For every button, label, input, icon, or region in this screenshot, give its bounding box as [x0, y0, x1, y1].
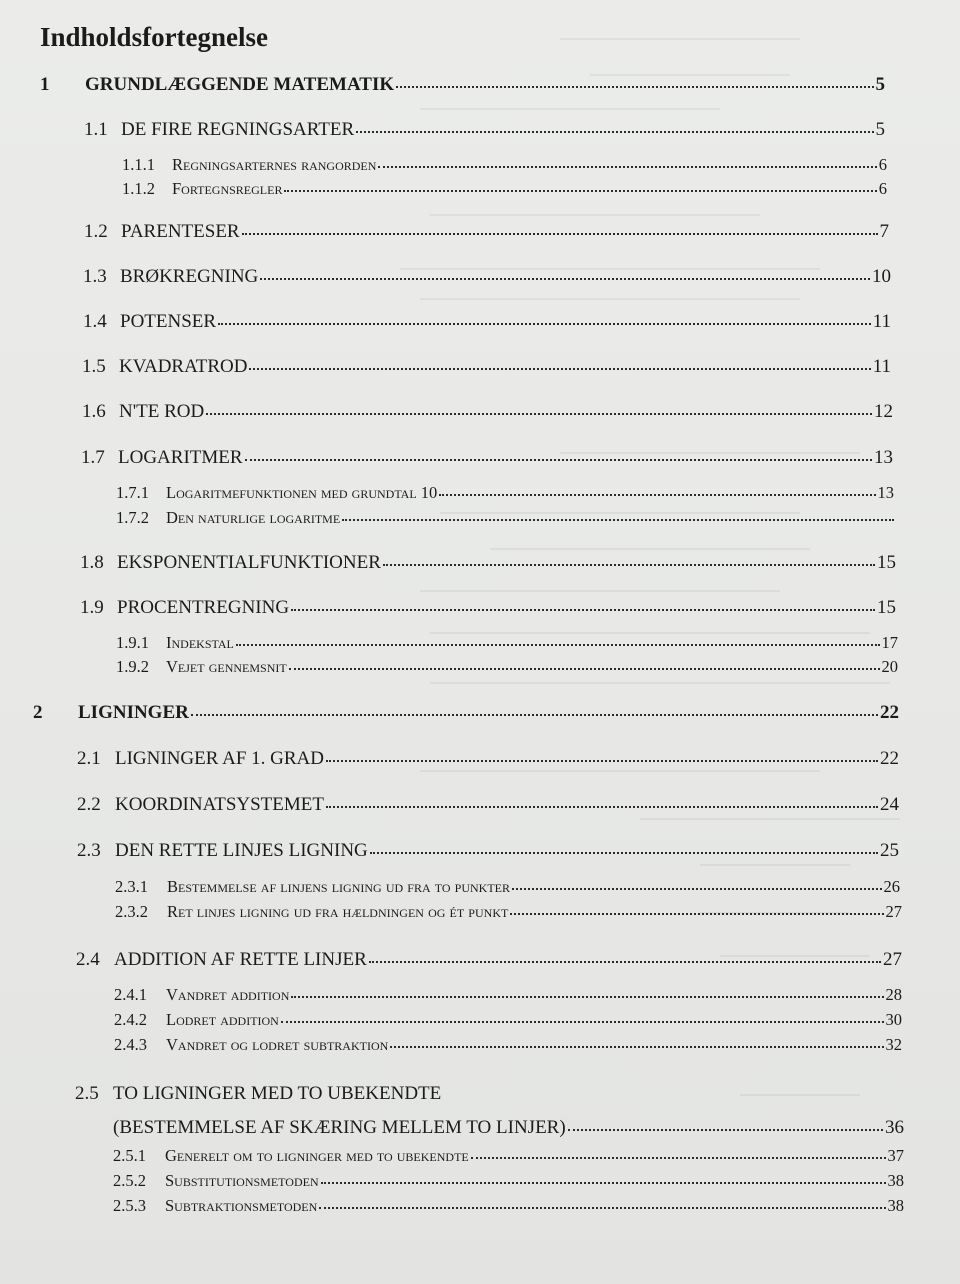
entry-page: 15	[877, 552, 896, 573]
entry-number: 2.4.3	[114, 1035, 147, 1054]
toc-entry-subsection[interactable]	[122, 179, 887, 199]
entry-title: LIGNINGER	[78, 702, 189, 723]
entry-title: Vandret og lodret subtraktion	[166, 1035, 389, 1054]
entry-page: 27	[883, 949, 902, 970]
dot-leader	[568, 1128, 883, 1131]
entry-page: 5	[875, 119, 885, 140]
entry-page: 11	[872, 356, 891, 377]
dot-leader	[281, 1020, 884, 1023]
entry-number: 1.9	[80, 597, 104, 618]
dot-leader	[369, 960, 881, 963]
dot-leader	[370, 851, 878, 854]
toc-entry-section[interactable]	[84, 119, 885, 141]
toc-entry-chapter-1[interactable]	[40, 74, 885, 96]
entry-title: ADDITION AF RETTE LINJER	[114, 949, 367, 970]
entry-page: 15	[877, 597, 896, 618]
entry-title: Ret linjes ligning ud fra hældningen og ét punkt	[167, 902, 509, 921]
toc-entry-section[interactable]	[84, 221, 889, 243]
entry-title: Substitutionsmetoden	[165, 1171, 319, 1190]
entry-page: 7	[879, 221, 889, 242]
entry-number: 1.4	[83, 311, 107, 332]
entry-number: 1.2	[84, 221, 108, 242]
entry-title: KVADRATROD	[119, 356, 248, 377]
toc-entry-subsection[interactable]	[113, 1146, 904, 1166]
toc-entry-section[interactable]	[81, 447, 893, 469]
toc-entry-subsection[interactable]	[115, 877, 900, 897]
entry-title: KOORDINATSYSTEMET	[115, 794, 324, 815]
entry-number: 1.7.1	[116, 483, 149, 502]
toc-entry-section[interactable]	[82, 356, 891, 378]
dot-leader	[191, 713, 878, 716]
entry-number: 2	[33, 702, 43, 723]
entry-number: 1.9.1	[116, 633, 149, 652]
toc-entry-subsection[interactable]	[114, 1010, 902, 1030]
entry-number: 1	[40, 74, 50, 95]
entry-number: 2.4.1	[114, 985, 147, 1004]
entry-title: PROCENTREGNING	[117, 597, 290, 618]
entry-title: BRØKREGNING	[120, 266, 259, 287]
toc-entry-section[interactable]	[83, 311, 891, 333]
toc-entry-section[interactable]	[82, 401, 893, 423]
toc-entry-subsection[interactable]	[114, 1035, 902, 1055]
entry-title: Logaritmefunktionen med grundtal 10	[166, 483, 438, 502]
toc-entry-subsection[interactable]	[122, 155, 887, 175]
toc-entry-subsection[interactable]	[113, 1196, 904, 1216]
dot-leader	[291, 608, 875, 611]
dot-leader	[510, 912, 883, 915]
entry-title: Den naturlige logaritme	[166, 508, 341, 527]
dot-leader	[383, 563, 875, 566]
toc-entry-subsection[interactable]	[116, 657, 898, 677]
entry-number: 2.2	[77, 794, 101, 815]
entry-page: 24	[880, 794, 899, 815]
entry-number: 1.7.2	[116, 508, 149, 527]
entry-number: 2.4	[76, 949, 100, 970]
entry-page: 6	[878, 179, 887, 198]
entry-number: 1.5	[82, 356, 106, 377]
entry-title: Lodret addition	[166, 1010, 279, 1029]
entry-page: 22	[880, 748, 899, 769]
dot-leader	[512, 887, 882, 890]
dot-leader	[242, 232, 878, 235]
entry-number: 2.3	[77, 840, 101, 861]
toc-entry-chapter-2[interactable]	[33, 702, 899, 724]
toc-title: Indholdsfortegnelse	[40, 22, 269, 52]
entry-page: 13	[877, 483, 894, 502]
toc-entry-subsection[interactable]	[116, 633, 898, 653]
dot-leader	[396, 85, 873, 88]
dot-leader	[356, 130, 873, 133]
entry-number: 2.3.2	[115, 902, 148, 921]
entry-title: TO LIGNINGER MED TO UBEKENDTE	[113, 1083, 442, 1104]
entry-page: 25	[880, 840, 899, 861]
entry-number: 2.5	[75, 1083, 99, 1104]
toc-entry-section[interactable]	[76, 949, 902, 971]
dot-leader	[326, 759, 878, 762]
entry-page: 38	[887, 1196, 904, 1215]
entry-title: (BESTEMMELSE AF SKÆRING MELLEM TO LINJER)	[113, 1117, 566, 1138]
toc-entry-section[interactable]	[75, 1083, 441, 1105]
dot-leader	[390, 1045, 883, 1048]
dot-leader	[236, 643, 880, 646]
entry-number: 1.1	[84, 119, 108, 140]
toc-entry-section[interactable]	[80, 552, 896, 574]
entry-number: 2.4.2	[114, 1010, 147, 1029]
entry-page: 36	[885, 1117, 904, 1138]
entry-number: 1.3	[83, 266, 107, 287]
entry-title: Vejet gennemsnit	[166, 657, 287, 676]
entry-title: DE FIRE REGNINGSARTER	[121, 119, 355, 140]
toc-entry-subsection[interactable]	[113, 1171, 904, 1191]
entry-title: Subtraktionsmetoden	[165, 1196, 318, 1215]
dot-leader	[319, 1206, 885, 1209]
toc-entry-subsection[interactable]	[114, 985, 902, 1005]
entry-title: N'TE ROD	[119, 401, 205, 422]
entry-number: 1.7	[81, 447, 105, 468]
entry-page: 37	[887, 1146, 904, 1165]
toc-entry-section[interactable]	[77, 794, 899, 816]
entry-number: 1.6	[82, 401, 106, 422]
entry-page: 11	[872, 311, 891, 332]
dot-leader	[249, 367, 870, 370]
toc-entry-subsection[interactable]	[116, 508, 896, 528]
entry-page: 5	[875, 74, 885, 95]
entry-number: 2.5.1	[113, 1146, 146, 1165]
entry-page: 12	[874, 401, 893, 422]
entry-number: 1.1.1	[122, 155, 155, 174]
dot-leader	[289, 667, 880, 670]
entry-title: Indekstal	[166, 633, 234, 652]
toc-entry-section[interactable]	[77, 840, 899, 862]
entry-number: 1.8	[80, 552, 104, 573]
entry-page: 20	[881, 657, 898, 676]
entry-page: 10	[872, 266, 891, 287]
entry-title: DEN RETTE LINJES LIGNING	[115, 840, 368, 861]
entry-title: Vandret addition	[166, 985, 290, 1004]
dot-leader	[206, 412, 872, 415]
toc-entry-section[interactable]	[80, 597, 896, 619]
entry-title: Bestemmelse af linjens ligning ud fra to punkter	[167, 877, 510, 896]
dot-leader	[439, 493, 875, 496]
entry-title: PARENTESER	[121, 221, 240, 242]
dot-leader	[218, 322, 871, 325]
toc-entry-section[interactable]	[83, 266, 891, 288]
entry-page: 22	[880, 702, 899, 723]
toc-entry-section[interactable]	[77, 748, 899, 770]
toc-entry-section-continuation[interactable]	[113, 1117, 904, 1139]
entry-page: 28	[885, 985, 902, 1004]
dot-leader	[471, 1156, 886, 1159]
dot-leader	[260, 277, 870, 280]
dot-leader	[342, 518, 894, 521]
entry-number: 2.5.2	[113, 1171, 146, 1190]
entry-page: 13	[874, 447, 893, 468]
entry-title: LIGNINGER AF 1. GRAD	[115, 748, 324, 769]
toc-entry-subsection[interactable]	[116, 483, 894, 503]
entry-title: Fortegnsregler	[172, 179, 283, 198]
entry-page: 6	[878, 155, 887, 174]
entry-page: 30	[885, 1010, 902, 1029]
entry-title: Generelt om to ligninger med to ubekendte	[165, 1146, 469, 1165]
entry-page: 38	[887, 1171, 904, 1190]
dot-leader	[284, 189, 876, 192]
toc-entry-subsection[interactable]	[115, 902, 902, 922]
entry-title: GRUNDLÆGGENDE MATEMATIK	[85, 74, 395, 95]
entry-number: 2.5.3	[113, 1196, 146, 1215]
entry-title: LOGARITMER	[118, 447, 243, 468]
entry-page: 32	[885, 1035, 902, 1054]
entry-number: 2.3.1	[115, 877, 148, 896]
entry-title: EKSPONENTIALFUNKTIONER	[117, 552, 381, 573]
dot-leader	[245, 458, 872, 461]
entry-number: 1.1.2	[122, 179, 155, 198]
dot-leader	[291, 995, 883, 998]
entry-number: 2.1	[77, 748, 101, 769]
entry-page: 17	[881, 633, 898, 652]
dot-leader	[321, 1181, 886, 1184]
entry-page: 27	[885, 902, 902, 921]
entry-number: 1.9.2	[116, 657, 149, 676]
entry-page: 26	[883, 877, 900, 896]
dot-leader	[378, 165, 876, 168]
entry-title: POTENSER	[120, 311, 217, 332]
dot-leader	[326, 805, 878, 808]
entry-title: Regningsarternes rangorden	[172, 155, 377, 174]
